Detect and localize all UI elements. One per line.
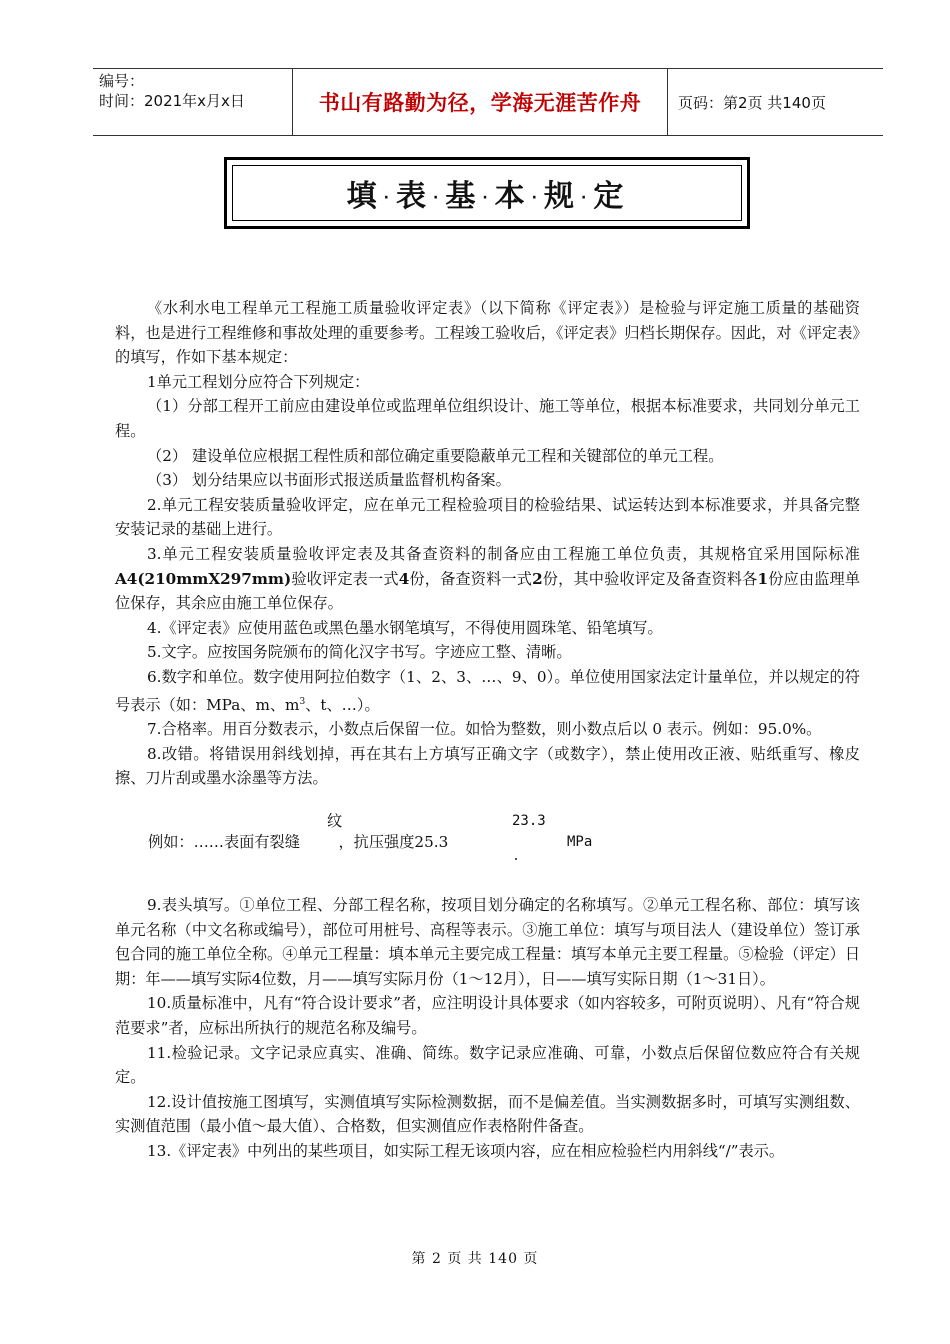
- header-meta: [93, 69, 293, 135]
- doc-number-label: 编号：: [99, 72, 145, 90]
- rule-5: 5.文字。应按国务院颁布的简化汉字书写。字迹应工整、清晰。: [147, 643, 572, 662]
- intro-paragraph: 《水利水电工程单元工程施工质量验收评定表》（以下简称《评定表》）是检验与评定施工质量的基础资料，也是进行工程维修和事故处理的重要参考。工程竣工验收后，《评定表》归档长期保存。因此，对《评定表》的填写，作如下基本规定：: [115, 299, 860, 367]
- header-motto: 书山有路勤为径，学海无涯苦作舟: [293, 69, 668, 135]
- rule-1-3: （3） 划分结果应以书面形式报送质量监督机构备案。: [147, 471, 511, 490]
- rule-10: 10.质量标准中，凡有“符合设计要求”者，应注明设计具体要求（如内容较多，可附页说明）、凡有“符合规范要求”者，应标出所执行的规范名称及编号。: [115, 994, 860, 1037]
- page-title: 填 · 表 · 基 · 本 · 规 · 定: [346, 179, 628, 214]
- page-header: [93, 68, 883, 136]
- title-frame: [224, 157, 750, 229]
- header-page-info: 页码：第2页 共140页: [678, 93, 826, 112]
- example-unit: MPa: [567, 833, 593, 850]
- rule-11: 11.检验记录。文字记录应真实、准确、简练。数字记录应准确、可靠，小数点后保留位数应符合有关规定。: [115, 1043, 860, 1087]
- rule-3: 3.单元工程安装质量验收评定表及其备查资料的制备应由工程施工单位负责，其规格宜采用国际标准A4(210mmX297mm)验收评定表一式4份，备查资料一式2份，其中验收评定及备查资料各1份应由监理单位保存，其余应由施工单位保存。: [115, 544, 861, 613]
- page-footer: 第 2 页 共 140 页: [411, 1251, 539, 1267]
- rule-7: 7.合格率。用百分数表示，小数点后保留一位。如恰为整数，则小数点后以 0 表示。例如：95.0%。: [147, 720, 822, 739]
- doc-date: 时间：2021年x月x日: [99, 92, 245, 110]
- rule-1-2: （2） 建设单位应根据工程性质和部位确定重要隐蔽单元工程和关键部位的单元工程。: [147, 446, 724, 465]
- rule-8: 8.改错。将错误用斜线划掉，再在其右上方填写正确文字（或数字），禁止使用改正液、贴纸重写、橡皮擦、刀片刮或墨水涂墨等方法。: [115, 744, 860, 788]
- rule-2: 2.单元工程安装质量验收评定，应在单元工程检验项目的检验结果、试运转达到本标准要求，并具备完整安装记录的基础上进行。: [115, 495, 860, 539]
- correction-example: [115, 801, 860, 881]
- rule-1-1: （1）分部工程开工前应由建设单位或监理单位组织设计、施工等单位，根据本标准要求，共同划分单元工程。: [115, 397, 860, 440]
- example-text: 例如：……表面有裂缝 ，抗压强度25.3: [148, 832, 449, 851]
- example-mark: [515, 858, 517, 860]
- document-body: [115, 296, 860, 1163]
- rule-9: 9.表头填写。①单位工程、分部工程名称，按项目划分确定的名称填写。②单元工程名称、部位：填写该单元名称（中文名称或编号），部位可用桩号、高程等表示。③施工单位：填写与项目法人（建设单位）签订承包合同的施工单位全称。④单元工程量：填本单元主要完成工程量：填写本单元主要工程量。⑤检验（评定）日期：年——填写实际4位数，月——填写实际月份（1～12月），日——填写实际日期（1～31日）。: [115, 895, 860, 988]
- rule-4: 4.《评定表》应使用蓝色或黑色墨水钢笔填写，不得使用圆珠笔、铅笔填写。: [147, 618, 663, 637]
- rule-1: 1单元工程划分应符合下列规定：: [147, 372, 370, 391]
- rule-12: 12.设计值按施工图填写，实测值填写实际检测数据，而不是偏差值。当实测数据多时，可填写实测组数、实测值范围（最小值～最大值）、合格数，但实测值应作表格附件备查。: [115, 1092, 860, 1136]
- rule-6: 6.数字和单位。数字使用阿拉伯数字（1、2、3、…、9、0）。单位使用国家法定计量单位，并以规定的符号表示（如：MPa、m、$m^3$、t、…）。: [115, 667, 860, 714]
- rule-13: 13.《评定表》中列出的某些项目，如实际工程无该项内容，应在相应检验栏内用斜线“/”表示。: [147, 1141, 785, 1160]
- example-correction-word: 纹: [327, 811, 343, 830]
- example-correction-value: 23.3: [512, 812, 546, 829]
